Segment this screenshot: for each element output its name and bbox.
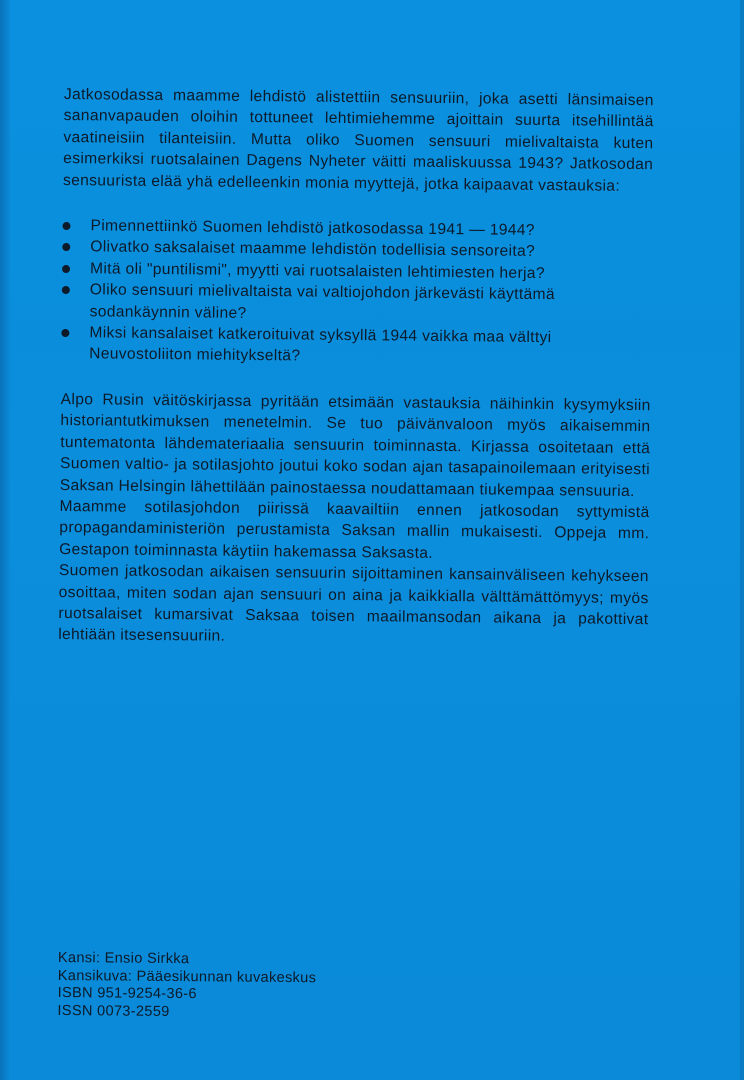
bullet-icon [62, 222, 70, 230]
cover-spine-edge [0, 0, 10, 1080]
blurb-text [58, 84, 654, 652]
body-section [58, 389, 651, 652]
intro-paragraph: Jatkosodassa maamme lehdistö alistettiin sensuuriin, joka asetti länsimaisen sananvapauden oloihin tottuneet lehtimiehemme ajoittain suurta itsehillintää vaatineisiin tilanteisiin. Mutta oliko Suomen sensuuri mielivaltaista kuten esimerkiksi ruotsalainen Dagens Nyheter väitti maaliskuussa 1943? Jatkosodan sensuurista elää yhä edelleenkin monia myyttejä, jotka kaipaavat vastauksia: [62, 85, 654, 195]
question-text: Mitä oli "puntilismi", myytti vai ruotsalaisten lehtimiesten herja? [89, 260, 545, 282]
body-paragraph: Suomen jatkosodan aikaisen sensuurin sijoittaminen kansainväliseen kehykseen osoittaa, miten sodan ajan sensuuri on aina ja kaikkialla välttämättömyys; myös ruotsalaiset kumarsivat Saksaa toisen maailmansodan aikana ja pakottivat lehtiään itsesensuuriin. [58, 562, 649, 646]
question-text: Pimennettiinkö Suomen lehdistö jatkosodassa 1941 — 1944? [90, 217, 535, 239]
isbn: ISBN 951-9254-36-6 [57, 985, 197, 1003]
question-text: Miksi kansalaiset katkeroituivat syksyllä 1944 vaikka maa välttyi Neuvostoliiton miehitykseltä? [89, 324, 552, 365]
question-list [61, 215, 653, 371]
cover-credit: Kansi: Ensio Sirkka [57, 950, 190, 968]
issn: ISSN 0073-2559 [57, 1002, 170, 1020]
list-item [61, 322, 651, 371]
bullet-icon [62, 286, 70, 294]
question-text: Olivatko saksalaiset maamme lehdistön todellisia sensoreita? [90, 238, 536, 261]
list-item [62, 279, 652, 328]
bullet-icon [62, 243, 70, 251]
cover-image-credit: Kansikuva: Pääesikunnan kuvakeskus [57, 967, 317, 986]
question-text: Oliko sensuuri mielivaltaista vai valtiojohdon järkevästi käyttämä sodankäynnin väline? [89, 281, 556, 322]
bullet-icon [61, 329, 69, 337]
body-paragraph: Maamme sotilasjohdon piirissä kaavailtiin ennen jatkosodan syttymistä propagandaministeriön perustamista Saksan mallin mukaisesti. Oppeja mm. Gestapon toiminnasta käytiin hakemassa Saksasta. [59, 497, 650, 562]
credits-block [57, 950, 316, 1023]
cover-right-edge [740, 0, 744, 1080]
body-paragraph: Alpo Rusin väitöskirjassa pyritään etsimään vastauksia näihinkin kysymyksiin historiantutkimuksen menetelmin. Se tuo päivänvaloon myös aikaisemmin tuntematonta lähdemateriaalia sensuurin toiminnasta. Kirjassa osoitetaan että Suomen valtio- ja sotilasjohto joutui koko sodan ajan tasapainoilemaan erityisesti Saksan Helsingin lähettilään painostaessa noudattamaan tiukempaa sensuuria. [59, 390, 651, 500]
bullet-icon [62, 265, 70, 273]
